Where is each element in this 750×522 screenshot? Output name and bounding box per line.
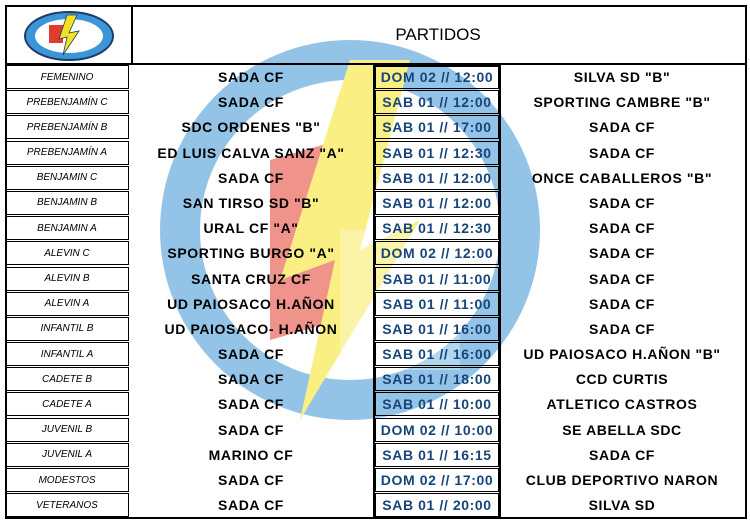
home-team-cell: ED LUIS CALVA SANZ "A" [157,144,345,161]
kickoff-time-cell: SAB 01 // 12:00 [375,90,499,114]
logo-cell [7,7,133,63]
kickoff-time-cell: SAB 01 // 10:00 [375,392,499,416]
time-column-frame [373,65,501,519]
away-team-cell: SADA CF [589,194,655,211]
kickoff-time-cell: DOM 02 // 17:00 [375,468,499,492]
kickoff-time-cell: DOM 02 // 12:00 [375,241,499,265]
category-cell: FEMENINO [5,65,129,89]
kickoff-time-cell: DOM 02 // 12:00 [375,65,499,89]
kickoff-time-cell: DOM 02 // 10:00 [375,418,499,442]
page-title: PARTIDOS [395,25,481,44]
category-cell: ALEVIN A [5,292,129,316]
home-team-cell: SADA CF [218,396,284,413]
category-cell: JUVENIL B [5,418,129,442]
home-team-cell: SADA CF [218,421,284,438]
home-team-cell: SADA CF [218,346,284,363]
category-cell: CADETE A [5,392,129,416]
category-cell: ALEVIN C [5,241,129,265]
home-team-cell: SADA CF [218,472,284,488]
away-team-cell: SADA CF [589,220,655,237]
kickoff-time-cell: SAB 01 // 12:30 [375,141,499,165]
category-cell: MODESTOS [5,468,129,492]
away-team-cell: UD PAIOSACO H.AÑON "B" [523,346,721,363]
kickoff-time-cell: SAB 01 // 20:00 [375,493,499,517]
away-team-cell: CLUB DEPORTIVO NARON [525,472,719,488]
home-team-cell: SPORTING BURGO "A" [167,245,335,262]
away-team-cell: SADA CF [589,446,655,463]
away-team-cell: SADA CF [589,270,655,287]
kickoff-time-cell: SAB 01 // 18:00 [375,367,499,391]
category-cell: BENJAMIN C [5,166,129,190]
away-team-cell: CCD CURTIS [575,371,669,388]
away-team-cell: SADA CF [589,144,655,161]
away-team-cell: SILVA SD "B" [573,69,671,85]
home-team-cell: SDC ORDENES "B" [181,119,321,136]
kickoff-time-cell: SAB 01 // 12:30 [375,216,499,240]
fixtures-sheet [5,5,747,519]
kickoff-time-cell: SAB 01 // 11:00 [375,292,499,316]
kickoff-time-cell: SAB 01 // 17:00 [375,115,499,139]
home-team-cell: URAL CF "A" [203,220,299,237]
home-team-cell: SANTA CRUZ CF [191,270,311,287]
home-team-cell: SADA CF [218,371,284,388]
home-team-cell: SADA CF [218,169,284,186]
away-team-cell: SADA CF [589,245,655,262]
category-cell: INFANTIL A [5,342,129,366]
home-team-cell: UD PAIOSACO H.AÑON [167,295,335,312]
home-team-cell: SADA CF [218,69,284,85]
header-row [5,5,747,65]
category-cell: PREBENJAMÍN A [5,141,129,165]
home-team-cell: MARINO CF [208,446,294,463]
away-team-cell: SADA CF [589,320,655,337]
away-team-cell: SADA CF [589,119,655,136]
kickoff-time-cell: SAB 01 // 16:15 [375,443,499,467]
home-team-cell: UD PAIOSACO- H.AÑON [164,320,338,337]
category-cell: INFANTIL B [5,317,129,341]
category-cell: JUVENIL A [5,443,129,467]
category-cell: VETERANOS [5,493,129,517]
category-cell: BENJAMIN B [5,191,129,215]
home-team-cell: SADA CF [218,94,284,111]
club-logo [7,7,131,63]
kickoff-time-cell: SAB 01 // 12:00 [375,191,499,215]
category-cell: BENJAMIN A [5,216,129,240]
kickoff-time-cell: SAB 01 // 12:00 [375,166,499,190]
category-cell: CADETE B [5,367,129,391]
away-team-cell: SILVA SD [588,497,656,514]
away-team-cell: SPORTING CAMBRE "B" [533,94,711,111]
away-team-cell: ATLETICO CASTROS [546,396,698,413]
kickoff-time-cell: SAB 01 // 16:00 [375,342,499,366]
away-team-cell: SE ABELLA SDC [562,421,682,438]
category-cell: PREBENJAMÍN B [5,115,129,139]
away-team-cell: ONCE CABALLEROS "B" [531,169,713,186]
kickoff-time-cell: SAB 01 // 16:00 [375,317,499,341]
home-team-cell: SAN TIRSO SD "B" [182,194,320,211]
home-team-cell: SADA CF [218,497,284,514]
away-team-cell: SADA CF [589,295,655,312]
kickoff-time-cell: SAB 01 // 11:00 [375,267,499,291]
category-cell: ALEVIN B [5,267,129,291]
category-cell: PREBENJAMÍN C [5,90,129,114]
